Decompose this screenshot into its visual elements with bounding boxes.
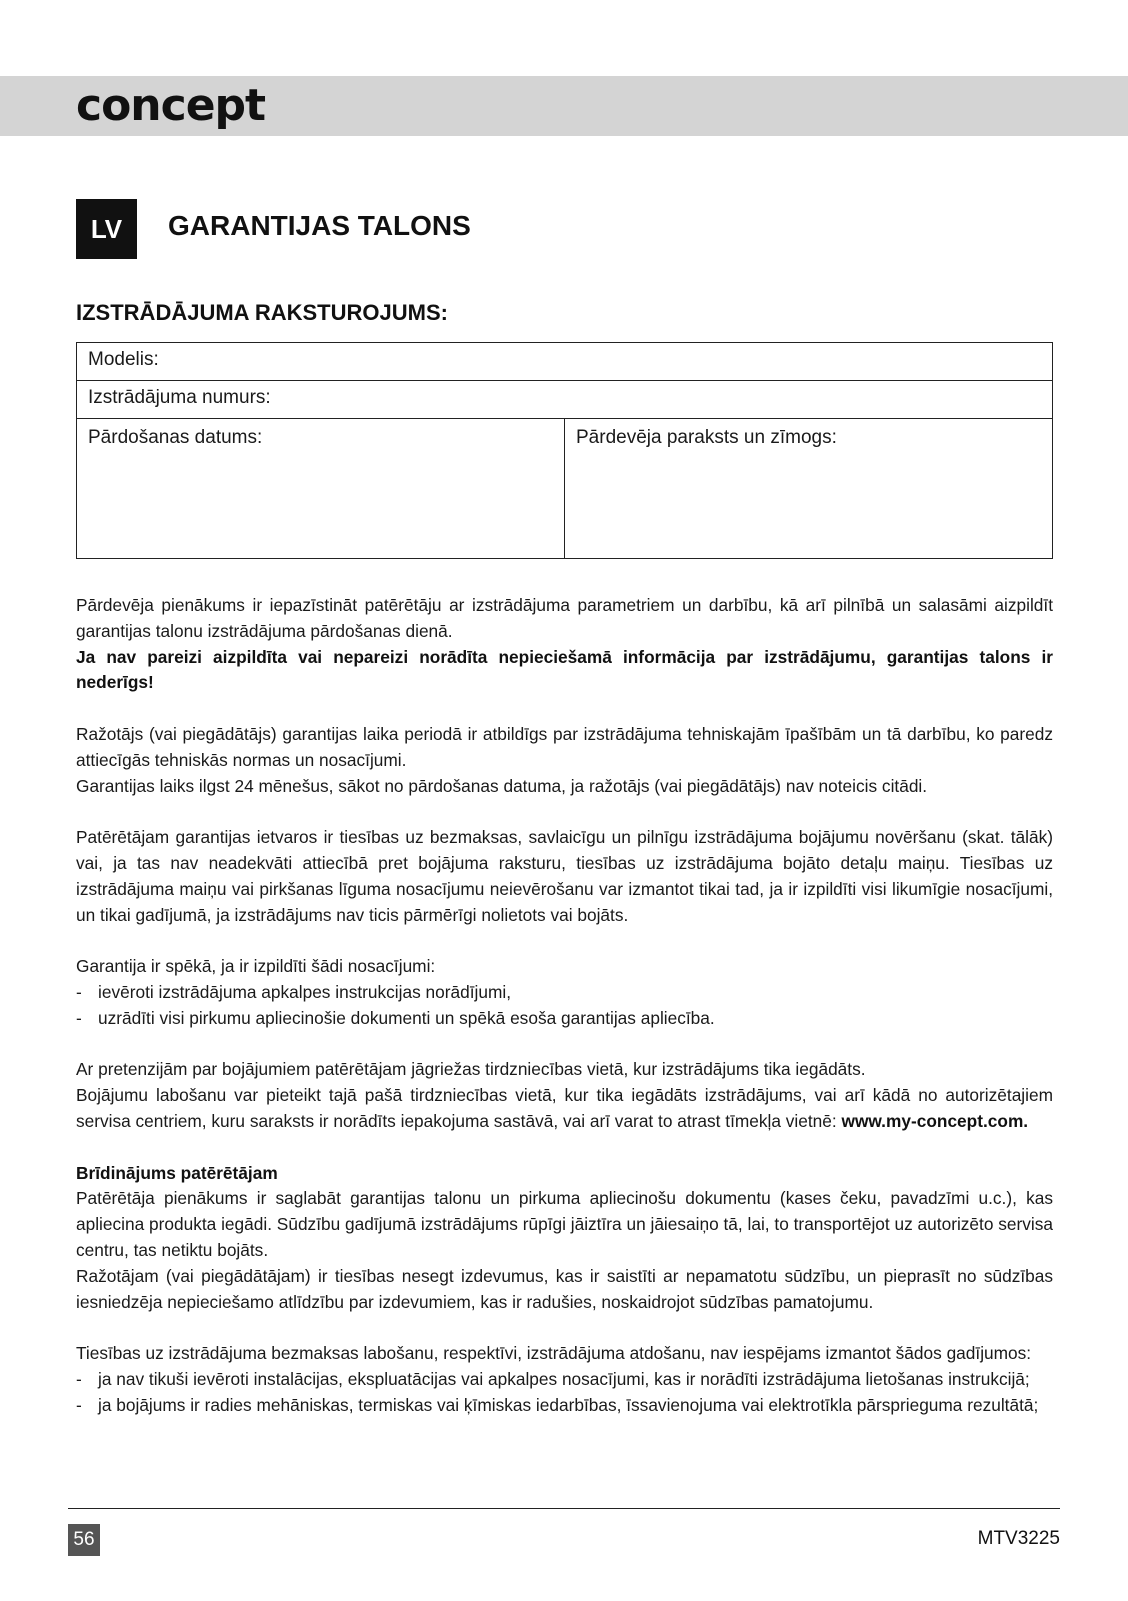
footer-divider [68,1508,1060,1509]
warranty-duration-text: Garantijas laiks ilgst 24 mēnešus, sākot no pārdošanas datuma, ja ražotājs (vai piegādātājs) nav noteicis citādi. [76,775,928,796]
list-item [76,1006,1053,1032]
list-item-text: ja bojājums ir radies mehāniskas, termiskas vai ķīmiskas iedarbības, īssavienojuma vai elektrotīkla pārsprieguma rezultātā; [98,1394,1039,1415]
paragraph-consumer-rights: Patērētājam garantijas ietvaros ir tiesības uz bezmaksas, savlaicīgu un pilnīgu izstrādājuma bojājumu novēršanu (skat. tālāk) vai, ja tas nav neadekvāti attiecībā pret bojājuma raksturu, tiesības uz izstrādājuma bojāto detaļu maiņu. Tiesības uz izstrādājuma maiņu vai pirkšanas līguma nosacījumu neievērošanu var izmantot tikai tad, ja ir izpildīti visi likumīgie nosacījumi, un tikai gadījumā, ja izstrādājums nav ticis pārmērīgi nolietots vai bojāts. [76,827,1053,925]
sale-date-label: Pārdošanas datums: [88,427,263,448]
list-item-text: uzrādīti visi pirkumu apliecinošie dokumenti un spēkā esoša garantijas apliecība. [98,1007,715,1028]
seller-signature-label: Pārdevēja paraksts un zīmogs: [576,427,837,448]
paragraph-warranty-period [76,722,1053,799]
paragraph-seller-duty [76,593,1053,696]
dash-bullet: - [76,1368,82,1389]
invalid-warning-text: Ja nav pareizi aizpildīta vai nepareizi norādīta nepieciešamā informācija par izstrādājumu, garantijas talons ir nederīgs! [76,646,1053,693]
seller-duty-text: Pārdevēja pienākums ir iepazīstināt patērētāju ar izstrādājuma parametriem un darbību, kā arī pilnībā un salasāmi aizpildīt garantijas talonu izstrādājuma pārdošanas dienā. [76,595,1053,641]
seller-signature-field[interactable] [565,419,1052,558]
model-code: MTV3225 [977,1528,1060,1549]
section-heading: IZSTRĀDĀJUMA RAKSTUROJUMS: [76,300,448,325]
keep-documents-text: Patērētāja pienākums ir saglabāt garantijas talonu un pirkuma apliecinošu dokumentu (kases čeku, pavadzīmi u.c.), kas apliecina produkta iegādi. Sūdzību gadījumā izstrādājums rūpīgi jāiztīra un jāiesaiņo tā, lai, to transportējot uz autorizēto servisa centru, tas netiktu bojāts. [76,1188,1053,1260]
paragraph-exclusions [76,1341,1053,1418]
list-item-text: ja nav tikuši ievēroti instalācijas, ekspluatācijas vai apkalpes nosacījumi, kas ir norādīti izstrādājuma lietošanas instrukcijā; [98,1368,1030,1389]
sale-date-field[interactable] [77,419,565,558]
paragraph-warranty-conditions [76,954,1053,1031]
unjustified-claim-text: Ražotājam (vai piegādātājam) ir tiesības nesegt izdevumus, kas ir saistīti ar nepamatotu sūdzību, un pieprasīt no sūdzības iesniedzēja nepieciešamo atlīdzību par izdevumiem, kas ir radušies, noskaidrojot sūdzības pamatojumu. [76,1265,1053,1312]
dash-bullet: - [76,1007,82,1028]
manufacturer-responsibility-text: Ražotājs (vai piegādātājs) garantijas laika periodā ir atbildīgs par izstrādājuma tehniskajām īpašībām un tā darbību, ko paredz attiecīgās tehniskās normas un nosacījumi. [76,723,1053,770]
dash-bullet: - [76,1394,82,1415]
conditions-intro: Garantija ir spēkā, ja ir izpildīti šādi nosacījumi: [76,956,436,977]
list-item [76,980,1053,1006]
list-item [76,1393,1053,1419]
product-number-label: Izstrādājuma numurs: [88,387,271,408]
product-number-field[interactable] [77,381,1052,419]
claims-text: Ar pretenzijām par bojājumiem patērētājam jāgriežas tirdzniecības vietā, kur izstrādājums tika iegādāts. [76,1059,866,1080]
model-field[interactable] [77,343,1052,381]
website-link[interactable]: www.my-concept.com. [841,1110,1029,1131]
product-info-form [76,342,1053,559]
paragraph-claims [76,1057,1053,1134]
service-text: Bojājumu labošanu var pieteikt tajā pašā tirdzniecības vietā, kur tika iegādāts izstrādājums, vai arī kādā no autorizētajiem servisa centriem, kuru saraksts ir norādīts iepakojuma sastāvā, vai arī varat to atrast tīmekļa vietnē: [76,1085,1053,1131]
paragraph-consumer-warning [76,1161,1053,1316]
page-number: 56 [68,1524,100,1556]
language-badge: LV [76,199,137,259]
dash-bullet: - [76,981,82,1002]
list-item [76,1367,1053,1393]
warranty-terms [76,593,1053,1419]
page-title: GARANTIJAS TALONS [168,210,471,241]
model-label: Modelis: [88,349,159,370]
brand-logo: concept [76,80,266,131]
warning-heading: Brīdinājums patērētājam [76,1162,278,1183]
list-item-text: ievēroti izstrādājuma apkalpes instrukcijas norādījumi, [98,981,512,1002]
exclusions-intro: Tiesības uz izstrādājuma bezmaksas labošanu, respektīvi, izstrādājuma atdošanu, nav iespējams izmantot šādos gadījumos: [76,1343,1032,1364]
